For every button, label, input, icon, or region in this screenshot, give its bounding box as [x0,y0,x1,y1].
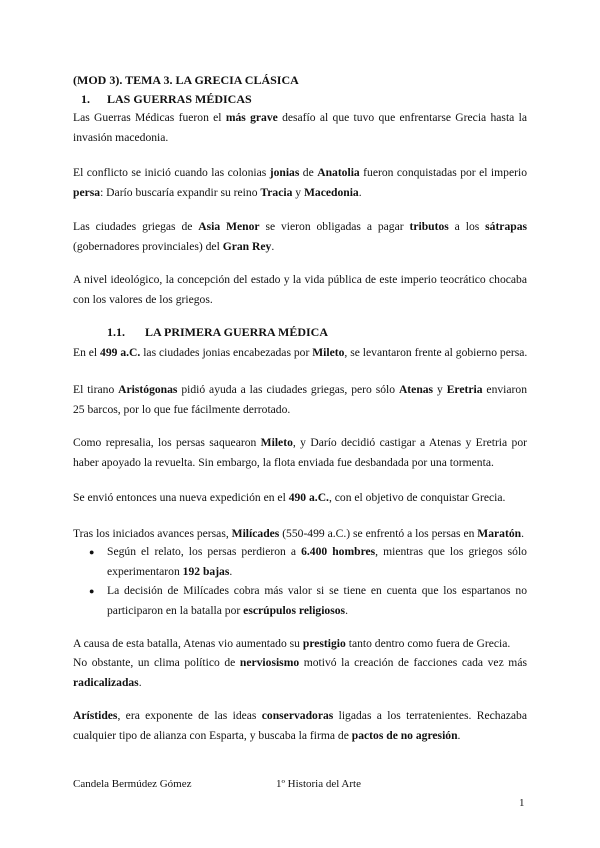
page-number: 1 [519,797,525,809]
paragraph-5: En el 499 a.C. las ciudades jonias encabezadas por Mileto, se levantaron frente al gobierno persa. [73,346,528,359]
section-1-1-heading: LA PRIMERA GUERRA MÉDICA [145,325,329,339]
document-title: (MOD 3). TEMA 3. LA GRECIA CLÁSICA [73,73,299,87]
paragraph-1: Las Guerras Médicas fueron el más grave desafío al que tuvo que enfrentarse Grecia hasta la invasión macedonia. [73,111,527,144]
paragraph-9: Tras los iniciados avances persas, Milícades (550-499 a.C.) se enfrentó a los persas en Maratón. [73,527,524,540]
bullet-item-2: La decisión de Milícades cobra más valor si se tiene en cuenta que los espartanos no participaron en la batalla por escrúpulos religiosos. [107,584,527,617]
footer-course: 1º Historia del Arte [276,778,361,790]
bullet-icon: ● [89,547,95,557]
paragraph-12: Arístides, era exponente de las ideas conservadoras ligadas a los terratenientes. Rechazaba cualquier tipo de alianza con Esparta, y buscaba la firma de pactos de no agresión. [73,709,527,742]
paragraph-2: El conflicto se inició cuando las colonias jonias de Anatolia fueron conquistadas por el imperio persa: Darío buscaría expandir su reino Tracia y Macedonia. [73,166,527,199]
paragraph-4: A nivel ideológico, la concepción del estado y la vida pública de este imperio teocrático chocaba con los valores de los griegos. [73,273,527,306]
paragraph-3: Las ciudades griegas de Asia Menor se vieron obligadas a pagar tributos a los sátrapas (gobernadores provinciales) del Gran Rey. [73,220,528,253]
bullet-item-1: Según el relato, los persas perdieron a 6.400 hombres, mientras que los griegos sólo experimentaron 192 bajas. [107,545,527,578]
paragraph-11: No obstante, un clima político de nerviosismo motivó la creación de facciones cada vez más radicalizadas. [73,656,527,689]
paragraph-10: A causa de esta batalla, Atenas vio aumentado su prestigio tanto dentro como fuera de Grecia. [73,637,511,650]
bullet-icon: ● [89,586,95,596]
section-1-1-number: 1.1. [107,325,125,339]
paragraph-6: El tirano Aristógonas pidió ayuda a las ciudades griegas, pero sólo Atenas y Eretria enviaron 25 barcos, por lo que fue fácilmente derrotado. [73,383,527,416]
section-1-number: 1. [81,92,90,106]
footer-author: Candela Bermúdez Gómez [73,778,192,790]
paragraph-8: Se envió entonces una nueva expedición en el 490 a.C., con el objetivo de conquistar Grecia. [73,491,506,504]
paragraph-7: Como represalia, los persas saquearon Mileto, y Darío decidió castigar a Atenas y Eretria por haber apoyado la revuelta. Sin embargo, la flota enviada fue desbandada por una tormenta. [73,436,527,469]
section-1-heading: LAS GUERRAS MÉDICAS [107,92,252,106]
